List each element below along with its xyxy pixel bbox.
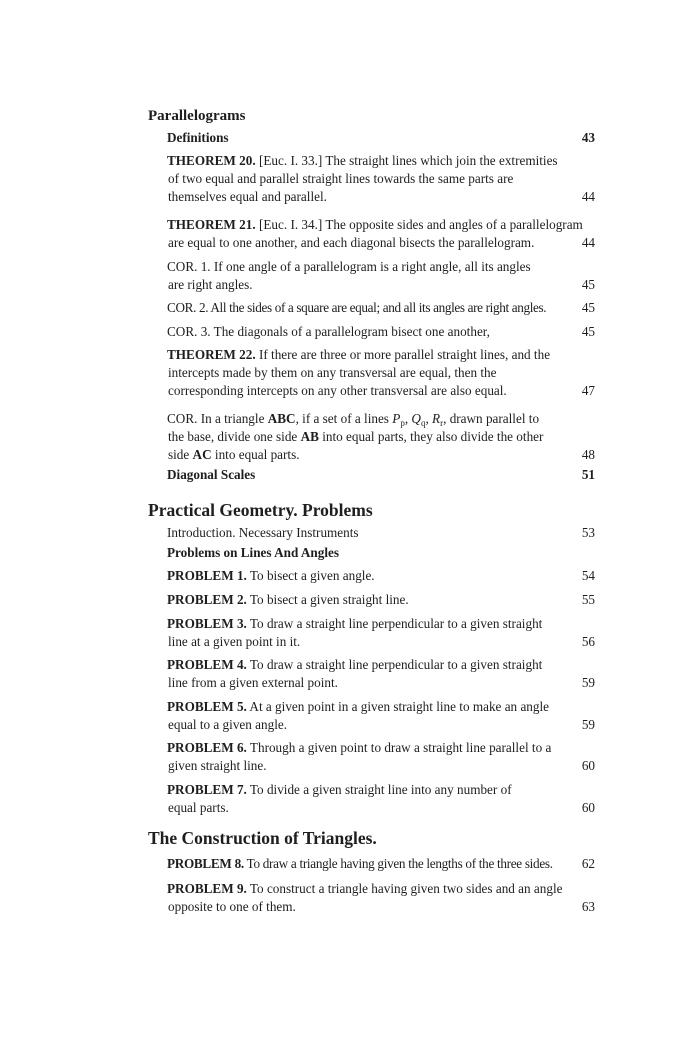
toc-entry-definitions — [167, 129, 595, 147]
toc-entry-problem-8 — [167, 855, 595, 873]
entry-text: , — [404, 411, 412, 426]
toc-entry-cor-1 — [167, 258, 595, 294]
toc-entry-problem-9 — [167, 880, 595, 916]
section-title-construction-triangles: The Construction of Triangles. — [148, 828, 377, 848]
entry-text: equal parts. — [168, 800, 229, 815]
entry-text: , — [425, 411, 433, 426]
entry-text: themselves equal and parallel. — [168, 189, 327, 204]
entry-text: into equal parts. — [211, 447, 300, 462]
entry-label: Problems on Lines And Angles — [167, 545, 339, 560]
entry-lead: PROBLEM 7. — [167, 782, 247, 797]
page-number: 47 — [581, 383, 595, 398]
toc-entry-problem-5 — [167, 698, 595, 734]
variable: P — [392, 411, 401, 426]
subscript: q — [420, 418, 426, 428]
entry-text: To bisect a given angle. — [246, 568, 375, 583]
toc-entry-problem-2 — [167, 591, 595, 609]
entry-lead: PROBLEM 5. — [167, 699, 247, 714]
toc-entry-problem-3 — [167, 615, 595, 651]
entry-text: To draw a triangle having given the lengths of the three sides. — [243, 856, 553, 871]
entry-term: AB — [300, 429, 319, 444]
toc-entry-theorem-21 — [167, 216, 595, 252]
entry-text: the base, divide one side — [168, 429, 301, 444]
entry-lead: THEOREM 20. — [167, 153, 256, 168]
entry-label: Definitions — [167, 130, 229, 145]
page-number: 51 — [581, 467, 595, 482]
page-number: 53 — [581, 525, 595, 540]
entry-text: COR. 3. The diagonals of a parallelogram bisect one another, — [167, 324, 490, 339]
page-number: 54 — [581, 568, 595, 583]
subheading-lines-angles — [167, 544, 595, 562]
entry-text: To draw a straight line perpendicular to a given straight — [246, 616, 543, 631]
page-number: 60 — [581, 758, 595, 773]
page-number: 44 — [581, 189, 595, 204]
entry-lead: THEOREM 21. — [167, 217, 256, 232]
section-title-practical-geometry: Practical Geometry. Problems — [148, 500, 373, 520]
page-number: 60 — [581, 800, 595, 815]
entry-label: Diagonal Scales — [167, 467, 256, 482]
entry-lead: THEOREM 22. — [167, 347, 256, 362]
toc-entry-problem-7 — [167, 781, 595, 817]
subscript: r — [440, 418, 444, 428]
page-number: 43 — [581, 130, 595, 145]
page-number: 45 — [581, 300, 595, 315]
entry-text: [Euc. I. 33.] The straight lines which join the extremities — [255, 153, 558, 168]
entry-text: COR. In a triangle — [167, 411, 268, 426]
page-number: 44 — [581, 235, 595, 250]
entry-text: are equal to one another, and each diagonal bisects the parallelogram. — [168, 235, 535, 250]
page-number: 48 — [581, 447, 595, 462]
entry-text: of two equal and parallel straight lines towards the same parts are — [168, 171, 514, 186]
entry-lead: PROBLEM 8. — [167, 856, 244, 871]
toc-entry-theorem-22 — [167, 346, 595, 400]
entry-lead: PROBLEM 9. — [167, 881, 247, 896]
subscript: p — [400, 418, 405, 428]
page-number: 59 — [581, 717, 595, 732]
entry-text: given straight line. — [168, 758, 267, 773]
page-number: 63 — [581, 899, 595, 914]
entry-text: [Euc. I. 34.] The opposite sides and angles of a parallelogram — [255, 217, 583, 232]
page-number: 55 — [581, 592, 595, 607]
toc-entry-diagonal-scales — [167, 466, 595, 484]
entry-text: corresponding intercepts on any other transversal are also equal. — [168, 383, 507, 398]
entry-text: Through a given point to draw a straight line parallel to a — [246, 740, 552, 755]
entry-term: ABC — [267, 411, 296, 426]
entry-text: If there are three or more parallel straight lines, and the — [255, 347, 551, 362]
toc-entry-cor-triangle — [167, 410, 595, 464]
entry-text: are right angles. — [168, 277, 253, 292]
entry-text: opposite to one of them. — [168, 899, 296, 914]
page-number: 45 — [581, 324, 595, 339]
variable: Q — [411, 411, 421, 426]
entry-lead: PROBLEM 1. — [167, 568, 247, 583]
entry-text: line from a given external point. — [168, 675, 338, 690]
toc-entry-problem-4 — [167, 656, 595, 692]
entry-text: COR. 1. If one angle of a parallelogram is a right angle, all its angles — [167, 259, 531, 274]
entry-term: AC — [192, 447, 212, 462]
entry-text: To draw a straight line perpendicular to a given straight — [246, 657, 543, 672]
entry-lead: PROBLEM 3. — [167, 616, 247, 631]
entry-text: At a given point in a given straight line to make an angle — [246, 699, 549, 714]
page-number: 56 — [581, 634, 595, 649]
entry-lead: PROBLEM 6. — [167, 740, 247, 755]
entry-text: equal to a given angle. — [168, 717, 288, 732]
entry-text: , drawn parallel to — [443, 411, 540, 426]
entry-text: To divide a given straight line into any number of — [246, 782, 512, 797]
entry-text: into equal parts, they also divide the other — [318, 429, 544, 444]
toc-entry-theorem-20 — [167, 152, 595, 206]
entry-text: To construct a triangle having given two sides and an angle — [246, 881, 563, 896]
entry-lead: PROBLEM 2. — [167, 592, 247, 607]
page-number: 62 — [581, 856, 595, 871]
toc-entry-cor-2 — [167, 299, 595, 317]
entry-text: COR. 2. All the sides of a square are equal; and all its angles are right angles. — [167, 300, 547, 315]
entry-text: line at a given point in it. — [168, 634, 301, 649]
entry-text: intercepts made by them on any transversal are equal, then the — [168, 365, 497, 380]
page-number: 45 — [581, 277, 595, 292]
entry-text: To bisect a given straight line. — [246, 592, 409, 607]
toc-entry-problem-6 — [167, 739, 595, 775]
section-title-parallelograms: Parallelograms — [148, 108, 246, 124]
entry-label: Introduction. Necessary Instruments — [167, 525, 359, 540]
entry-text: , if a set of a lines — [295, 411, 393, 426]
entry-lead: PROBLEM 4. — [167, 657, 247, 672]
toc-entry-cor-3 — [167, 323, 595, 341]
page-number: 59 — [581, 675, 595, 690]
variable: R — [432, 411, 441, 426]
entry-text: side — [168, 447, 193, 462]
toc-entry-introduction — [167, 524, 595, 542]
toc-entry-problem-1 — [167, 567, 595, 585]
